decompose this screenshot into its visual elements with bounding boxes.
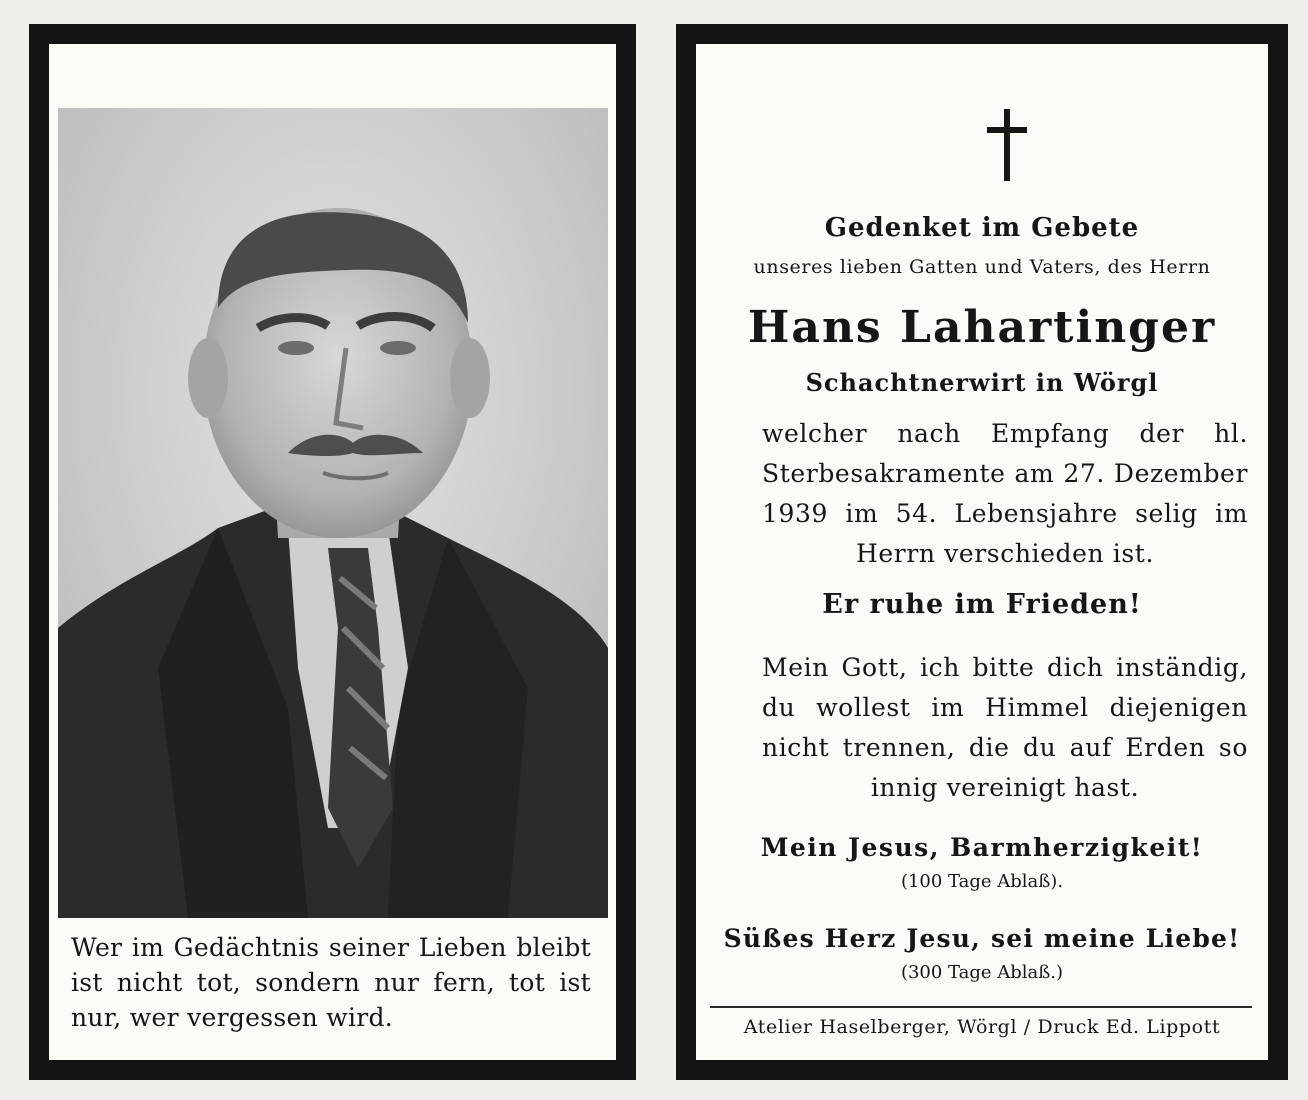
deceased-name: Hans Lahartinger bbox=[747, 302, 1217, 353]
indulgence-1: (100 Tage Ablaß). bbox=[900, 871, 1064, 892]
prayer-text: Mein Gott, ich bitte dich inständig, du wollest im Himmel diejenigen nicht trennen, die du auf Erden so innig vereinigt hast. bbox=[762, 653, 1248, 802]
left-card-inner bbox=[49, 44, 616, 1060]
left-card-panel bbox=[29, 24, 636, 1080]
divider-rule bbox=[710, 1006, 1252, 1008]
right-card-panel bbox=[676, 24, 1288, 1080]
death-notice: welcher nach Empfang der hl. Sterbesakramente am 27. Dezember 1939 im 54. Lebensjahre selig im Herrn verschieden ist. bbox=[762, 419, 1248, 568]
right-card-inner bbox=[696, 44, 1268, 1060]
printer-credit: Atelier Haselberger, Wörgl / Druck Ed. Lippott bbox=[743, 1016, 1221, 1038]
ejaculation-2: Süßes Herz Jesu, sei meine Liebe! bbox=[723, 924, 1241, 953]
memorial-quote: Wer im Gedächtnis seiner Lieben bleibt ist nicht tot, sondern nur fern, tot ist nur, wer vergessen wird. bbox=[71, 933, 591, 1032]
occupation-line: Schachtnerwirt in Wörgl bbox=[805, 368, 1159, 397]
rest-in-peace: Er ruhe im Frieden! bbox=[822, 589, 1142, 620]
ejaculation-1: Mein Jesus, Barmherzigkeit! bbox=[760, 833, 1204, 862]
heading-remember: Gedenket im Gebete bbox=[824, 213, 1140, 243]
cross-icon bbox=[983, 109, 1031, 181]
indulgence-2: (300 Tage Ablaß.) bbox=[900, 962, 1064, 983]
portrait-photo bbox=[58, 108, 608, 918]
intro-line: unseres lieben Gatten und Vaters, des Herrn bbox=[753, 256, 1211, 278]
